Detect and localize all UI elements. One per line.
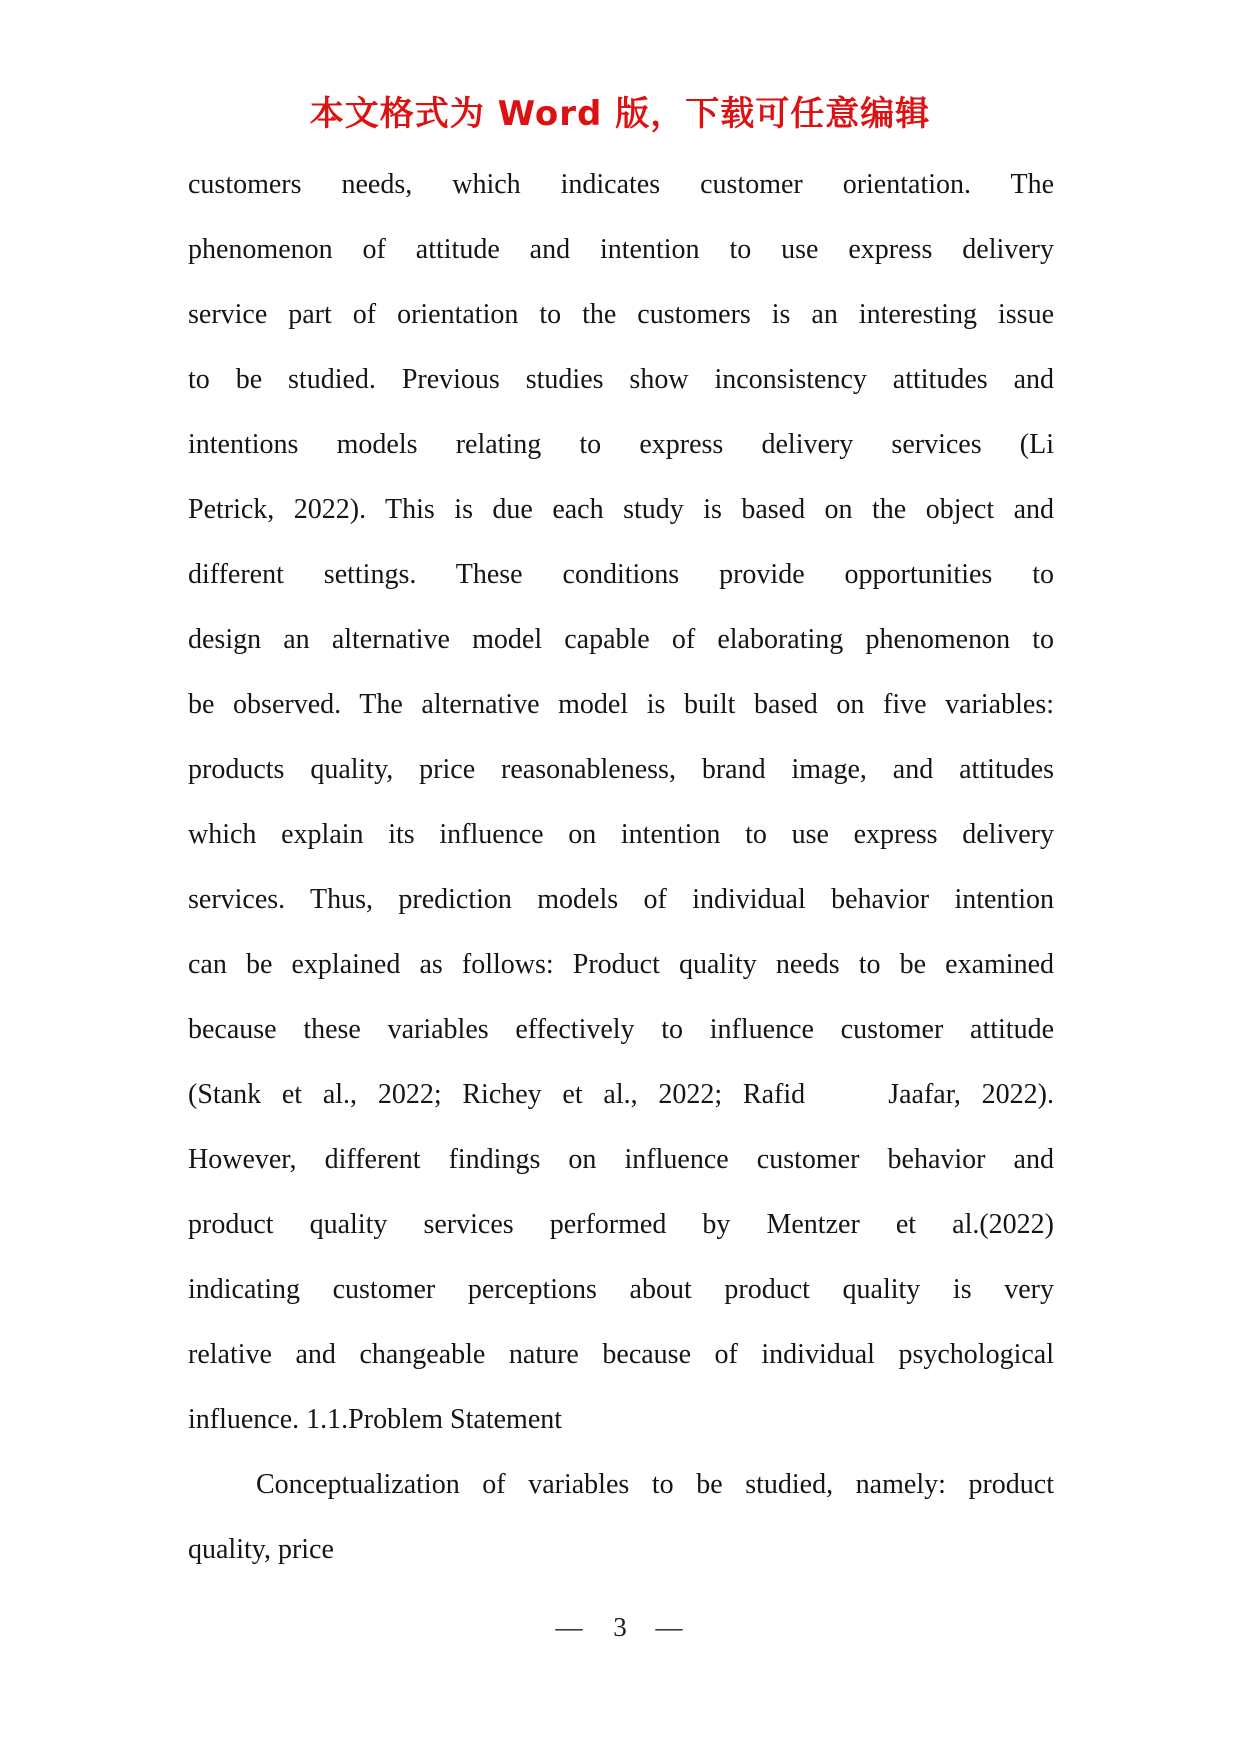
body-line: because these variables effectively to influence customer attitude — [188, 1014, 1054, 1045]
body-line: influence. 1.1.Problem Statement — [188, 1404, 563, 1435]
body-line: indicating customer perceptions about product quality is very — [188, 1274, 1054, 1305]
body-line: service part of orientation to the customers is an interesting issue — [188, 299, 1054, 330]
body-line: can be explained as follows: Product quality needs to be examined — [188, 949, 1054, 980]
body-line: to be studied. Previous studies show inconsistency attitudes and — [188, 364, 1054, 395]
body-line: which explain its influence on intention to use express delivery — [188, 819, 1054, 850]
body-line: customers needs, which indicates customer orientation. The — [188, 169, 1054, 200]
body-line: intentions models relating to express delivery services (Li — [188, 429, 1054, 460]
body-line: products quality, price reasonableness, brand image, and attitudes — [188, 754, 1054, 785]
body-line: different settings. These conditions provide opportunities to — [188, 559, 1054, 590]
body-line: services. Thus, prediction models of individual behavior intention — [188, 884, 1054, 915]
format-notice: 本文格式为 Word 版，下载可任意编辑 — [309, 94, 931, 134]
body-line: phenomenon of attitude and intention to use express delivery — [188, 234, 1054, 265]
body-line: quality, price — [188, 1534, 334, 1565]
body-text — [188, 152, 1054, 1582]
page-footer — [0, 1612, 1240, 1643]
body-line: product quality services performed by Mentzer et al.(2022) — [188, 1209, 1054, 1240]
body-line: (Stank et al., 2022; Richey et al., 2022; Rafid Jaafar, 2022). — [188, 1079, 1054, 1110]
footer-right-dash: — — [655, 1612, 685, 1642]
body-line: design an alternative model capable of elaborating phenomenon to — [188, 624, 1054, 655]
body-line: Petrick, 2022). This is due each study is based on the object and — [188, 494, 1054, 525]
footer-left-dash: — — [555, 1612, 585, 1642]
page-number: 3 — [613, 1612, 627, 1642]
body-line: However, different findings on influence customer behavior and — [188, 1144, 1054, 1175]
body-line: Conceptualization of variables to be studied, namely: product — [256, 1469, 1054, 1500]
body-line: relative and changeable nature because of individual psychological — [188, 1339, 1054, 1370]
body-line: be observed. The alternative model is built based on five variables: — [188, 689, 1054, 720]
